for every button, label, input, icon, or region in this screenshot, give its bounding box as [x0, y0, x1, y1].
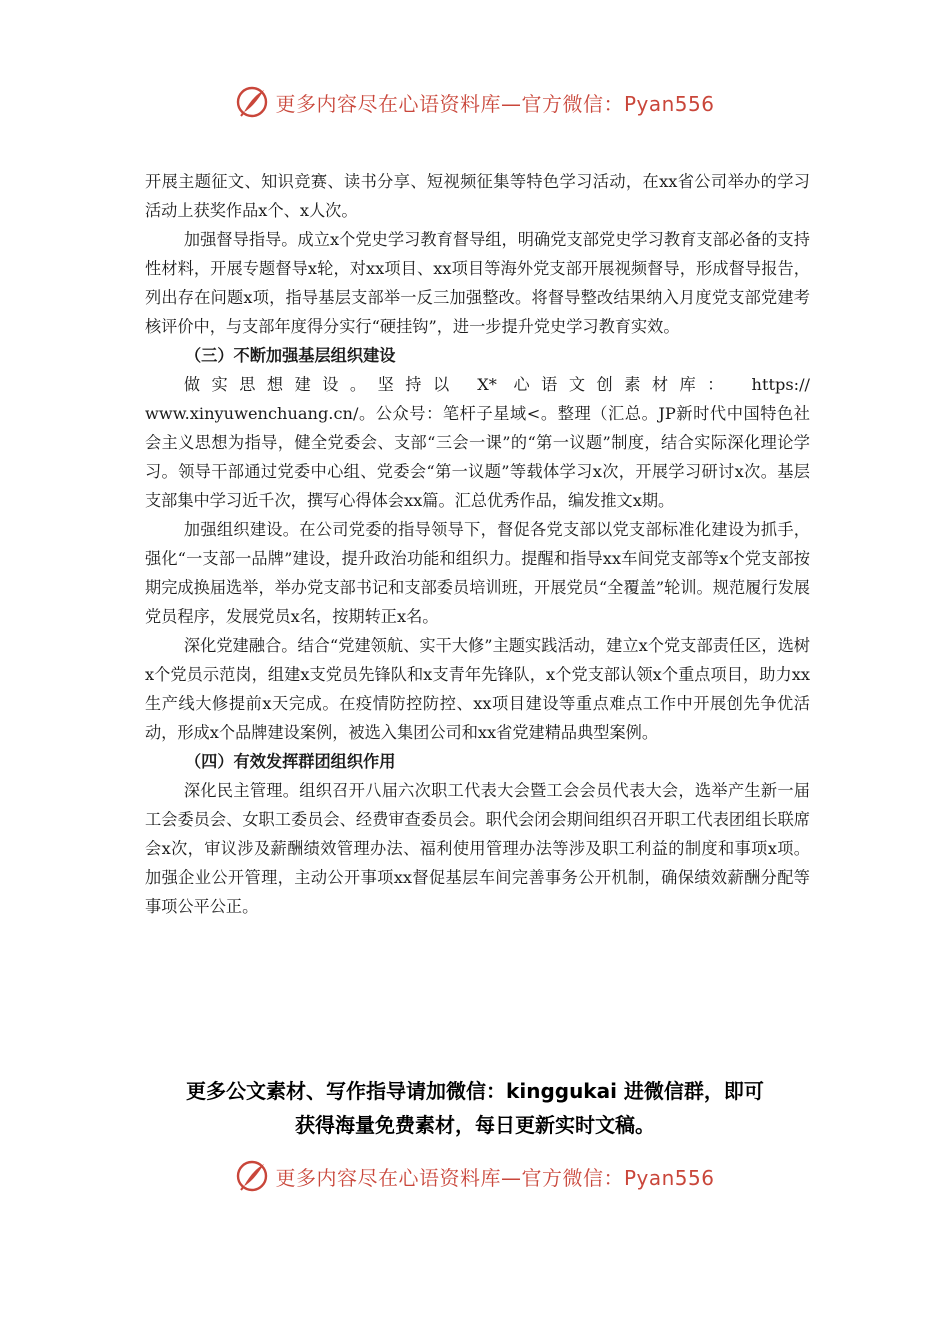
- paragraph-integration: 深化党建融合。结合“党建领航、实干大修”主题实践活动，建立x个党支部责任区，选树x个党员示范岗，组建x支党员先锋队和x支青年先锋队，x个党支部认领x个重点项目，助力xx生产线大修提前x天完成。在疫情防控防控、xx项目建设等重点难点工作中开展创先争优活动，形成x个品牌建设案例，被选入集团公司和xx省党建精品典型案例。: [145, 636, 810, 742]
- paragraph-democratic-management: 深化民主管理。组织召开八届六次职工代表大会暨工会会员代表大会，选举产生新一届工会委员会、女职工委员会、经费审查委员会。职代会闭会期间组织召开职工代表团组长联席会x次，审议涉及薪酬绩效管理办法、福利使用管理办法等涉及职工利益的制度和事项x项。加强企业公开管理，主动公开事项xx督促基层车间完善事务公开机制，确保绩效薪酬分配等事项公平公正。: [145, 781, 810, 916]
- promo-line-2: 获得海量免费素材，每日更新实时文稿。: [295, 1113, 655, 1137]
- header-banner: [0, 82, 950, 122]
- quill-pen-logo-icon: [235, 1159, 269, 1193]
- paragraph-ideology: www.xinyuwenchuang.cn/。公众号：笔杆子星域<。整理（汇总。JP新时代中国特色社会主义思想为指导，健全党委会、支部“三会一课”的“第一议题”制度，结合实际深化理论学习。领导干部通过党委中心组、党委会“第一议题”等载体学习x次，开展学习研讨x次。基层支部集中学习近千次，撰写心得体会xx篇。汇总优秀作品，编发推文x期。: [145, 404, 810, 510]
- paragraph-supervision: 加强督导指导。成立x个党史学习教育督导组，明确党支部党史学习教育支部必备的支持性材料，开展专题督导x轮，对xx项目、xx项目等海外党支部开展视频督导，形成督导报告，列出存在问题x项，指导基层支部举一反三加强整改。将督导整改结果纳入月度党支部党建考核评价中，与支部年度得分实行“硬挂钩”，进一步提升党史学习教育实效。: [145, 230, 810, 336]
- document-body: [145, 167, 810, 921]
- banner-text: 更多内容尽在心语资料库—官方微信：Pyan556: [275, 91, 715, 116]
- promo-block: [100, 1074, 850, 1142]
- paragraph-study-activities: 开展主题征文、知识竞赛、读书分享、短视频征集等特色学习活动，在xx省公司举办的学习活动上获奖作品x个、x人次。: [145, 172, 810, 220]
- promo-line-1: 更多公文素材、写作指导请加微信：kinggukai 进微信群，即可: [186, 1079, 764, 1103]
- footer-banner: [0, 1156, 950, 1196]
- quill-pen-logo-icon: [235, 85, 269, 119]
- banner-text: 更多内容尽在心语资料库—官方微信：Pyan556: [275, 1165, 715, 1190]
- paragraph-ideology-line1: 做实思想建设。坚持以 X* 心语文创素材库： https://: [183, 375, 810, 394]
- section-heading-3: （三）不断加强基层组织建设: [185, 346, 396, 365]
- paragraph-organization: 加强组织建设。在公司党委的指导领导下，督促各党支部以党支部标准化建设为抓手，强化“一支部一品牌”建设，提升政治功能和组织力。提醒和指导xx车间党支部等x个党支部按期完成换届选举，举办党支部书记和支部委员培训班，开展党员“全覆盖”轮训。规范履行发展党员程序，发展党员x名，按期转正x名。: [145, 520, 810, 626]
- section-heading-4: （四）有效发挥群团组织作用: [185, 752, 396, 771]
